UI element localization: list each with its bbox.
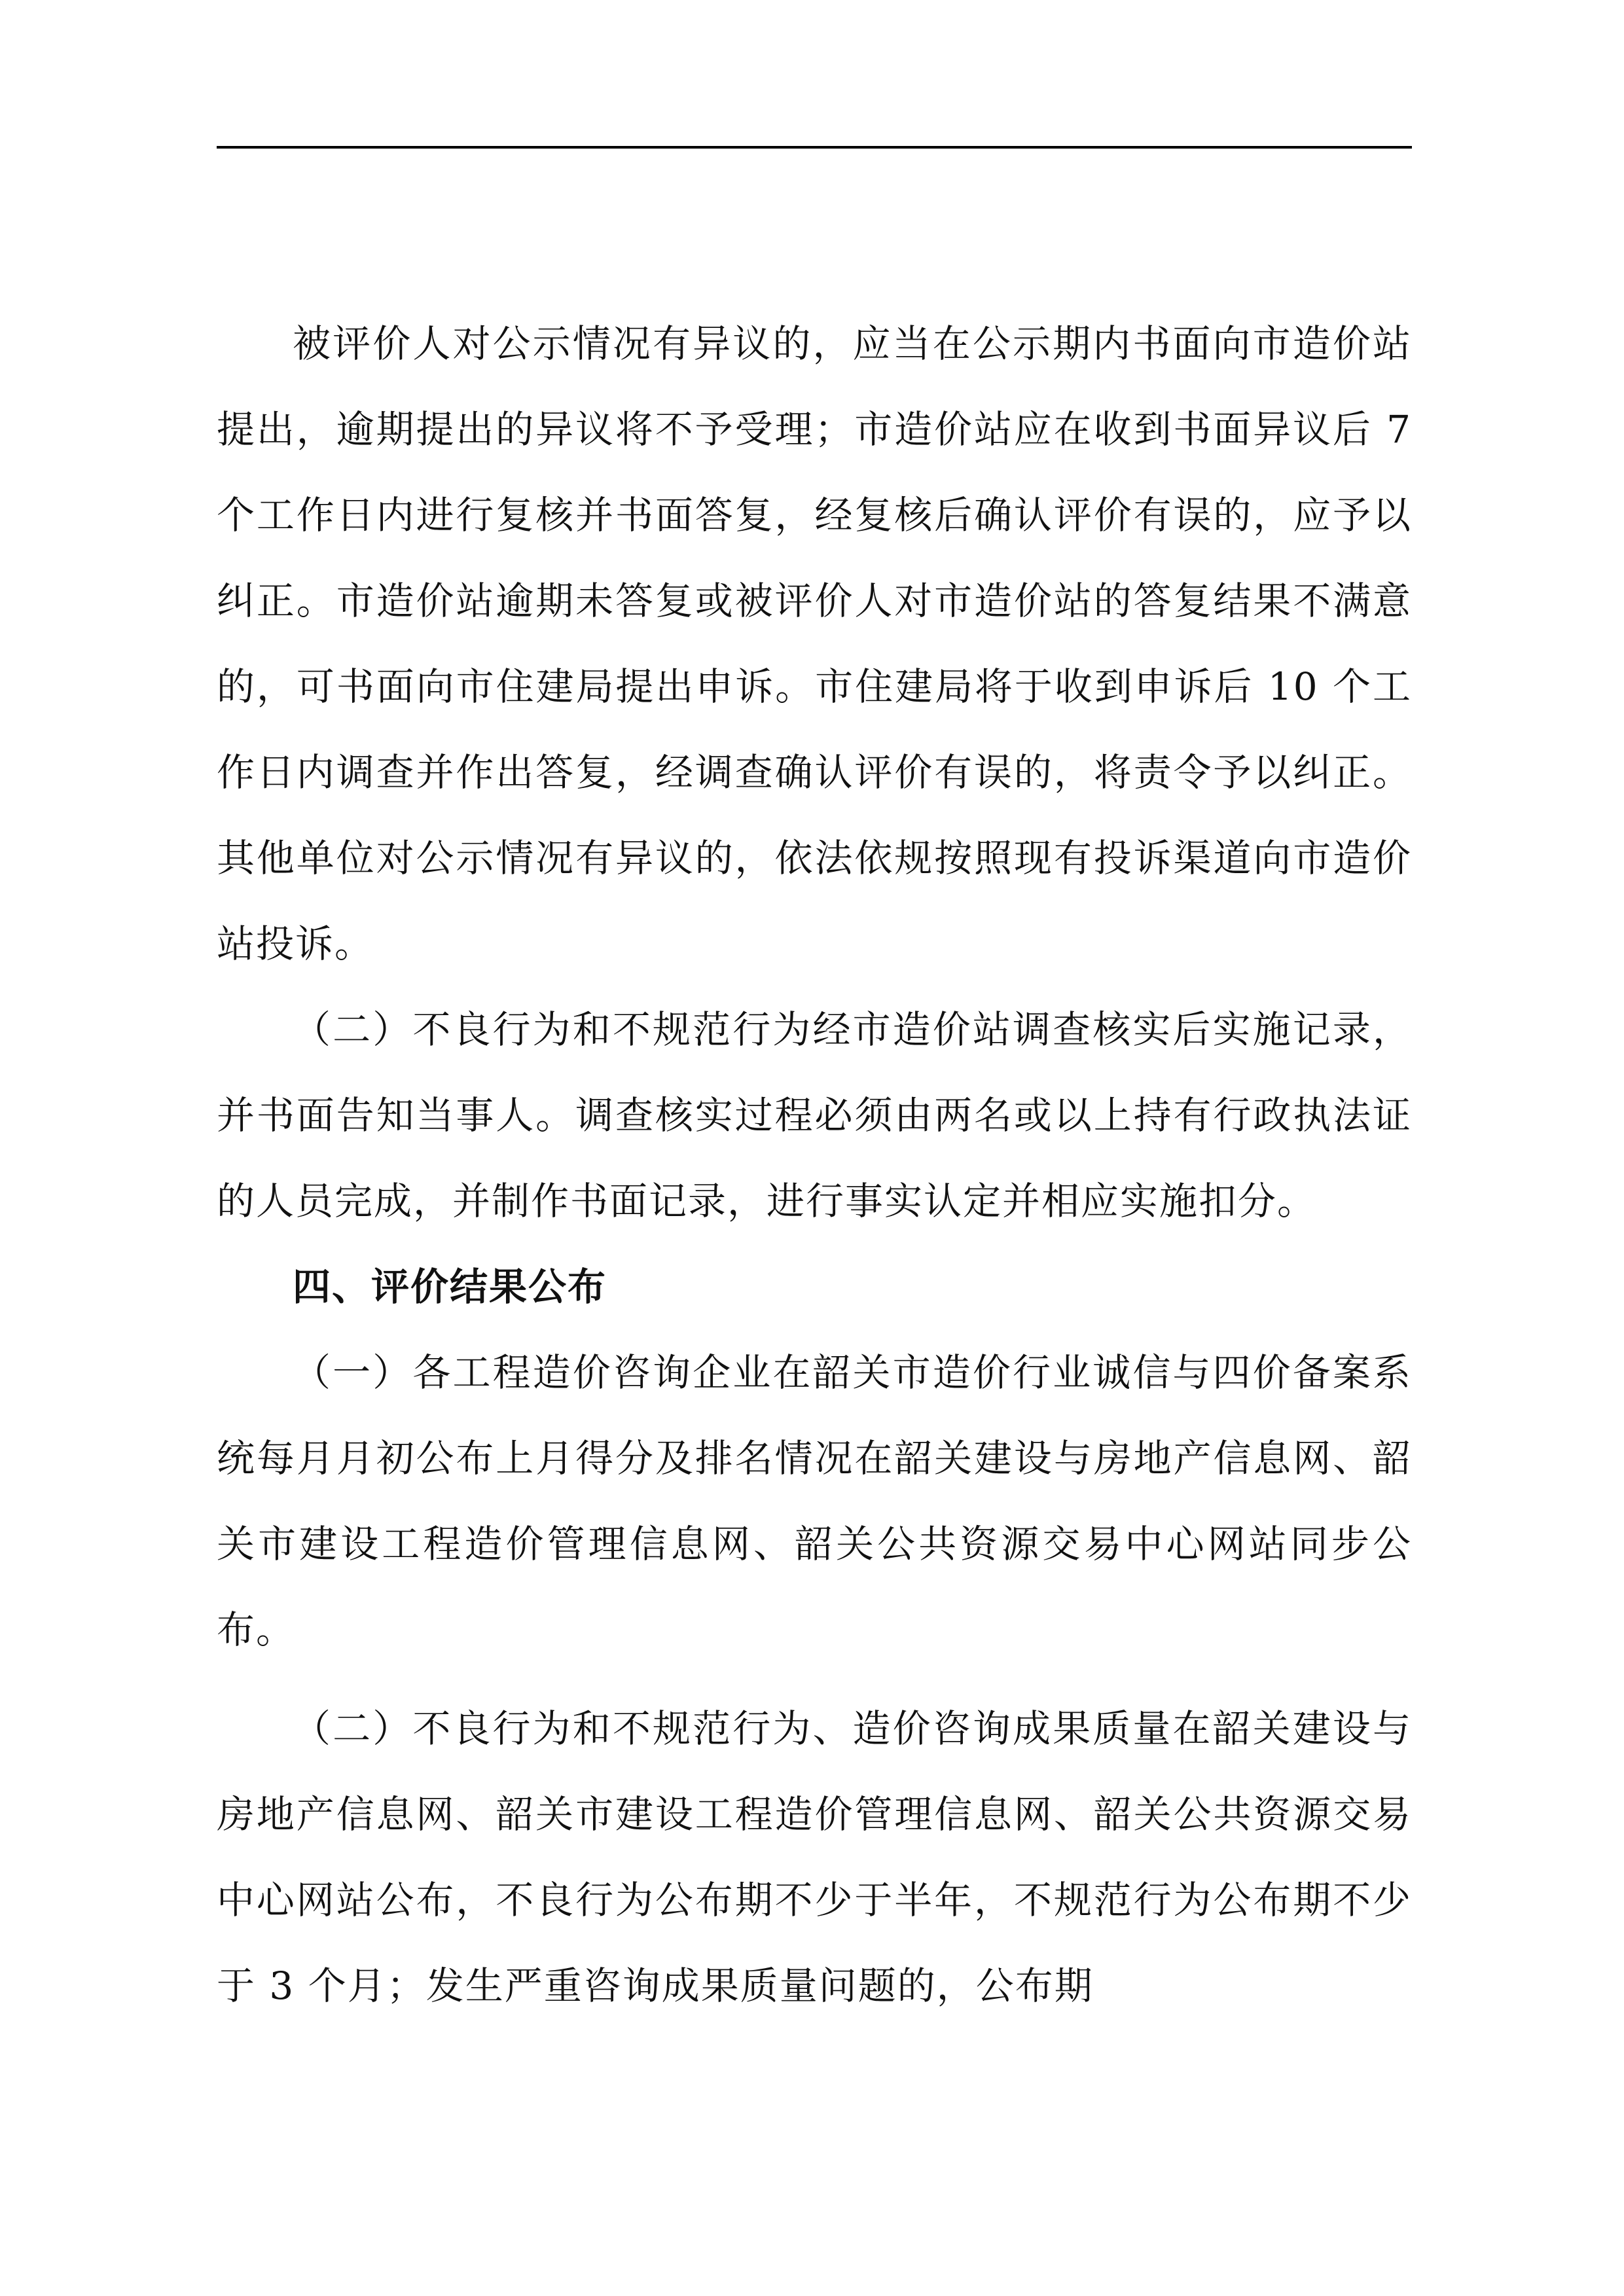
paragraph-objection-procedure: 被评价人对公示情况有异议的，应当在公示期内书面向市造价站提出，逾期提出的异议将不予受理；市造价站应在收到书面异议后 7 个工作日内进行复核并书面答复，经复核后确认评价有误的，应予以纠正。市造价站逾期未答复或被评价人对市造价站的答复结果不满意的，可书面向市住建局提出申诉。市住建局将于收到申诉后 10 个工作日内调查并作出答复，经调查确认评价有误的，将责令予以纠正。其他单位对公示情况有异议的，依法依规按照现有投诉渠道向市造价站投诉。 — [217, 321, 1412, 966]
document-body — [217, 301, 1412, 2029]
paragraph-publication-period: （二）不良行为和不规范行为、造价咨询成果质量在韶关建设与房地产信息网、韶关市建设工程造价管理信息网、韶关公共资源交易中心网站公布，不良行为公布期不少于半年，不规范行为公布期不少于 3 个月；发生严重咨询成果质量问题的，公布期 — [217, 1706, 1412, 2008]
paragraph-spacer — [217, 1673, 1412, 1686]
paragraph-monthly-publication: （一）各工程造价咨询企业在韶关市造价行业诚信与四价备案系统每月月初公布上月得分及排名情况在韶关建设与房地产信息网、韶关市建设工程造价管理信息网、韶关公共资源交易中心网站同步公布。 — [217, 1350, 1412, 1652]
paragraph-misconduct-recording: （二）不良行为和不规范行为经市造价站调查核实后实施记录，并书面告知当事人。调查核实过程必须由两名或以上持有行政执法证的人员完成，并制作书面记录，进行事实认定并相应实施扣分。 — [217, 1007, 1412, 1223]
header-rule — [217, 146, 1412, 149]
section-heading: 四、评价结果公布 — [293, 1265, 607, 1309]
